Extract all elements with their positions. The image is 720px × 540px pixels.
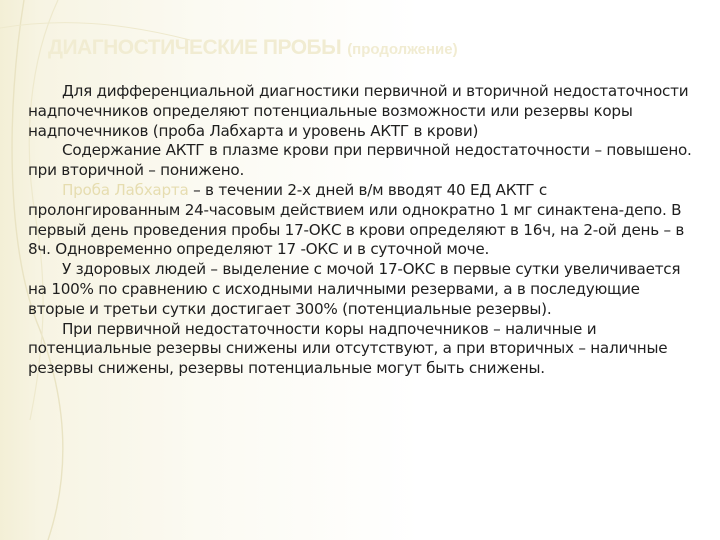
slide-title-sub: (продолжение) (347, 41, 458, 58)
slide-title (48, 36, 458, 60)
labhart-test-highlight: Проба Лабхарта (62, 180, 189, 199)
paragraph-differential-diagnosis: Для дифференциальной диагностики первичной и вторичной недостаточности надпочечников определяют потенциальные возможности или резервы коры надпочечников (проба Лабхарта и уровень АКТГ в крови) (28, 82, 689, 140)
paragraph-healthy-people: У здоровых людей – выделение с мочой 17-ОКС в первые сутки увеличивается на 100% по сравнению с исходными наличными резервами, а в последующие вторые и третьи сутки достигает 300% (потенциальные резервы). (28, 260, 681, 318)
slide-body (28, 82, 698, 379)
paragraph-acth-content: Содержание АКТГ в плазме крови при первичной недостаточности – повышено. при вторичной – понижено. (28, 141, 692, 180)
slide-title-main: ДИАГНОСТИЧЕСКИЕ ПРОБЫ (48, 36, 342, 59)
paragraph-primary-insufficiency: При первичной недостаточности коры надпочечников – наличные и потенциальные резервы снижены или отсутствуют, а при вторичных – наличные резервы снижены, резервы потенциальные могут быть снижены. (28, 319, 668, 378)
labhart-test-description: – в течении 2-х дней в/м вводят 40 ЕД АКТГ с пролонгированным 24-часовым действием или однократно 1 мг синактена-депо. В первый день проведения пробы 17-ОКС в крови определяют в 16ч, на 2-ой день – в 8ч. Одновременно определяют 17 -ОКС и в суточной моче. (28, 180, 685, 259)
paragraph-labhart-test (28, 181, 698, 260)
